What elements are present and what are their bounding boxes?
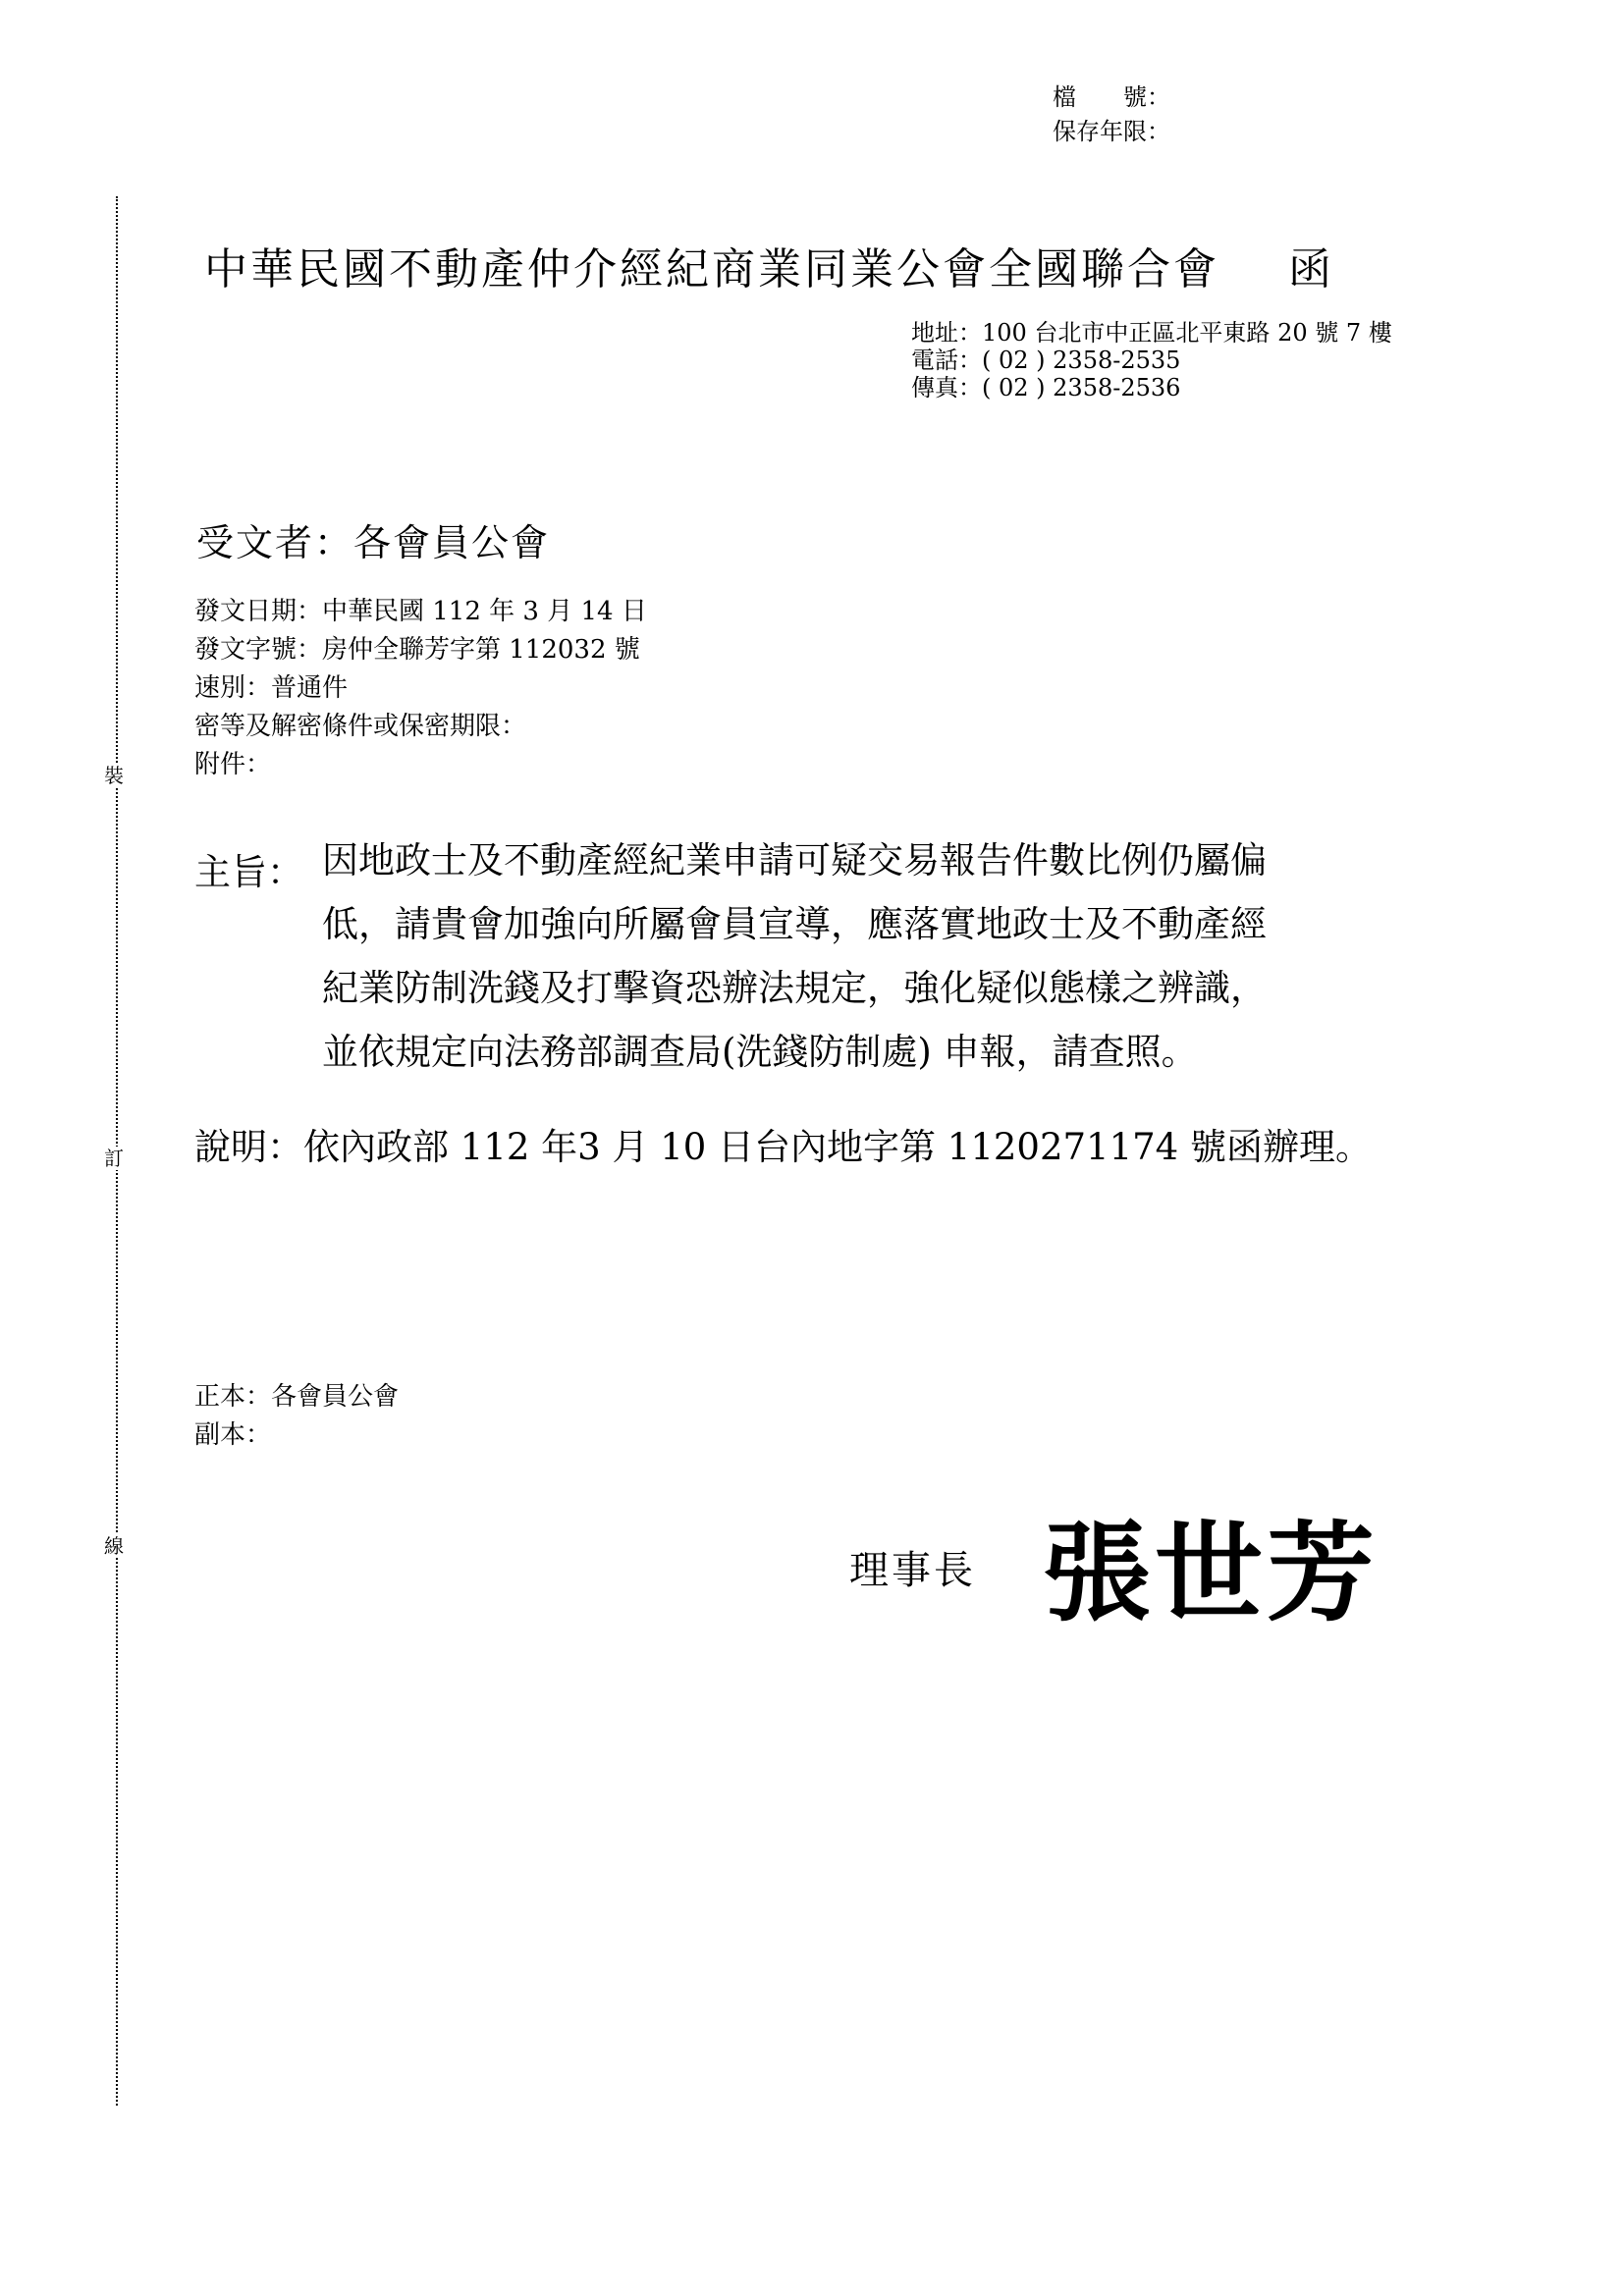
secrecy: 密等及解密條件或保密期限： (194, 712, 527, 741)
binding-mark-zhuang: 裝 (104, 764, 124, 787)
attachment: 附件： (194, 750, 272, 779)
page-title (204, 234, 1334, 296)
subject-line: 低，請貴會加強向所屬會員宣導，應落實地政士及不動產經 (322, 903, 1267, 945)
original-recipient: 正本：各會員公會 (194, 1382, 400, 1412)
subject (194, 839, 1267, 1084)
doc-type: 函 (1288, 244, 1334, 294)
explanation-text: 依內政部 112 年3 月 10 日台內地字第 1120271174 號函辦理。 (303, 1126, 1372, 1168)
fax: 傳真：( 02 ) 2358-2536 (911, 374, 1181, 401)
binding-mark-ding: 訂 (104, 1147, 124, 1170)
signatory-title: 理事長 (849, 1548, 976, 1593)
subject-line: 因地政士及不動產經紀業申請可疑交易報告件數比例仍屬偏 (322, 839, 1267, 881)
recipient: 受文者：各會員公會 (196, 521, 551, 564)
address: 地址：100 台北市中正區北平東路 20 號 7 樓 (911, 319, 1392, 347)
phone: 電話：( 02 ) 2358-2535 (911, 347, 1181, 374)
doc-number: 發文字號：房仲全聯芳字第 112032 號 (194, 635, 640, 665)
subject-line: 並依規定向法務部調查局(洗錢防制處) 申報，請查照。 (322, 1031, 1198, 1073)
organization-name: 中華民國不動產仲介經紀商業同業公會全國聯合會 (204, 244, 1219, 294)
signature-chairman: 張世芳 (1043, 1510, 1379, 1636)
issue-date: 發文日期：中華民國 112 年 3 月 14 日 (194, 597, 647, 626)
speed: 速別：普通件 (194, 673, 349, 703)
contact-block (911, 319, 1392, 401)
meta-block (194, 593, 647, 784)
explanation (194, 1117, 1372, 1170)
explanation-label: 說明： (194, 1126, 303, 1168)
subject-line: 紀業防制洗錢及打擊資恐辦法規定，強化疑似態樣之辨識， (322, 967, 1267, 1009)
copy-recipient: 副本： (194, 1420, 272, 1450)
distribution (194, 1378, 399, 1455)
file-number-label: 檔 號： (1053, 83, 1170, 111)
subject-label: 主旨： (194, 851, 303, 893)
retention-label: 保存年限： (1053, 118, 1170, 145)
binding-mark-xian: 線 (104, 1534, 124, 1558)
